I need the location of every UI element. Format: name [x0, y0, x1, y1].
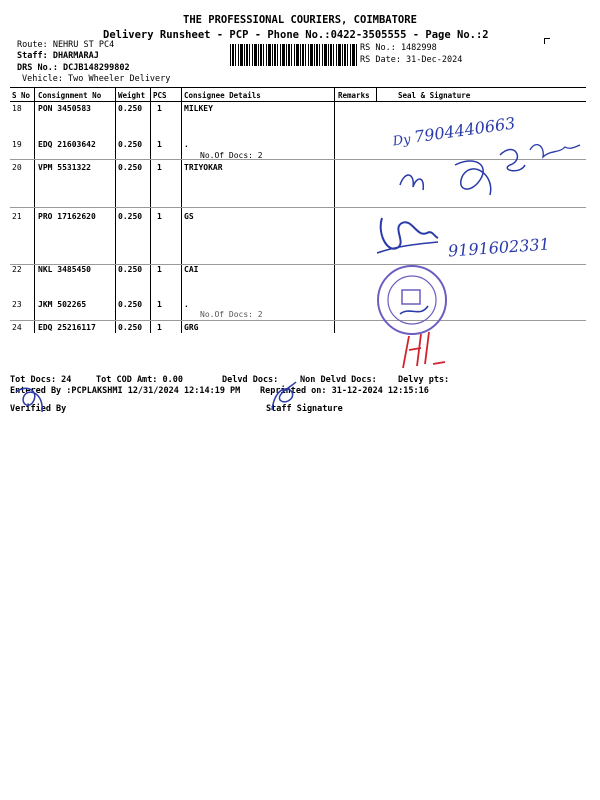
row-sno: 20	[12, 163, 22, 172]
reprinted-on: Reprinted on: 31-12-2024 12:15:16	[260, 386, 429, 396]
delivery-points: Delvy pts:	[398, 375, 450, 385]
staff-label: Staff: DHARMARAJ	[17, 51, 99, 61]
row-consignment-no: PRO 17162620	[38, 212, 96, 221]
verifier-signature	[8, 382, 56, 416]
header-consignee-details: Consignee Details	[184, 91, 261, 100]
row-docs-note: No.Of Docs: 2	[200, 151, 263, 160]
row-sno: 18	[12, 104, 22, 113]
row-pcs: 1	[157, 163, 162, 172]
row-consignment-no: JKM 502265	[38, 300, 87, 309]
rs-date: RS Date: 31-Dec-2024	[360, 55, 463, 65]
staff-signature	[262, 380, 308, 414]
row-pcs: 1	[157, 300, 162, 309]
total-cod-amount: Tot COD Amt: 0.00	[96, 375, 183, 385]
rs-number: RS No.: 1482998	[360, 43, 437, 53]
row-consignee: GS	[184, 212, 194, 221]
handwritten-phone-1: Dy 7904440663	[391, 113, 517, 150]
row-sno: 21	[12, 212, 22, 221]
row-sno: 22	[12, 265, 22, 274]
non-delivered-docs: Non Delvd Docs:	[300, 375, 377, 385]
row-sno: 24	[12, 323, 22, 332]
row-consignee: TRIYOKAR	[184, 163, 223, 172]
verified-by-label: Verified By	[10, 404, 67, 414]
row-pcs: 1	[157, 323, 162, 332]
row-sno: 23	[12, 300, 22, 309]
row-weight: 0.250	[118, 212, 143, 221]
row-sno: 19	[12, 140, 22, 149]
header-remarks: Remarks	[338, 91, 370, 100]
company-name: THE PROFESSIONAL COURIERS, COIMBATORE	[183, 14, 417, 26]
row-pcs: 1	[157, 212, 162, 221]
staff-signature-label: Staff Signature	[266, 404, 343, 414]
row-weight: 0.250	[118, 323, 143, 332]
row-consignee: .	[184, 140, 189, 149]
entered-by: Entered By :PCPLAKSHMI 12/31/2024 12:14:19 PM	[10, 386, 241, 396]
handwritten-signature-1	[395, 135, 585, 205]
row-weight: 0.250	[118, 104, 143, 113]
red-ink-mark	[395, 328, 455, 370]
header-sno: S No	[12, 91, 31, 100]
row-weight: 0.250	[118, 163, 143, 172]
row-consignment-no: EDQ 25216117	[38, 323, 96, 332]
row-consignee: GRG	[184, 323, 199, 332]
header-consignment-no: Consignment No	[38, 91, 102, 100]
row-consignment-no: PON 3450583	[38, 104, 91, 113]
row-pcs: 1	[157, 104, 162, 113]
row-consignee: MILKEY	[184, 104, 213, 113]
vehicle-label: Vehicle: Two Wheeler Delivery	[22, 74, 171, 84]
row-pcs: 1	[157, 140, 162, 149]
runsheet-title: Delivery Runsheet - PCP - Phone No.:0422-3505555 - Page No.:2	[103, 29, 489, 41]
delivered-docs: Delvd Docs:	[222, 375, 279, 385]
row-consignment-no: NKL 3485450	[38, 265, 91, 274]
row-pcs: 1	[157, 265, 162, 274]
row-consignment-no: EDQ 21603642	[38, 140, 96, 149]
header-weight: Weight	[118, 91, 146, 100]
row-weight: 0.250	[118, 265, 143, 274]
barcode	[230, 44, 358, 66]
row-consignee: CAI	[184, 265, 199, 274]
handwritten-phone-2: 9191602331	[447, 234, 551, 261]
handwritten-signature-2	[372, 208, 442, 263]
drs-number: DRS No.: DCJB148299802	[17, 63, 130, 73]
route-label: Route: NEHRU ST PC4	[17, 40, 115, 50]
row-consignee: .	[184, 300, 189, 309]
header-seal-signature: Seal & Signature	[398, 91, 471, 100]
total-docs: Tot Docs: 24	[10, 375, 72, 385]
corner-mark	[544, 38, 550, 44]
row-weight: 0.250	[118, 300, 143, 309]
row-docs-note: No.Of Docs: 2	[200, 310, 263, 319]
header-pcs: PCS	[153, 91, 167, 100]
row-weight: 0.250	[118, 140, 143, 149]
row-consignment-no: VPM 5531322	[38, 163, 91, 172]
